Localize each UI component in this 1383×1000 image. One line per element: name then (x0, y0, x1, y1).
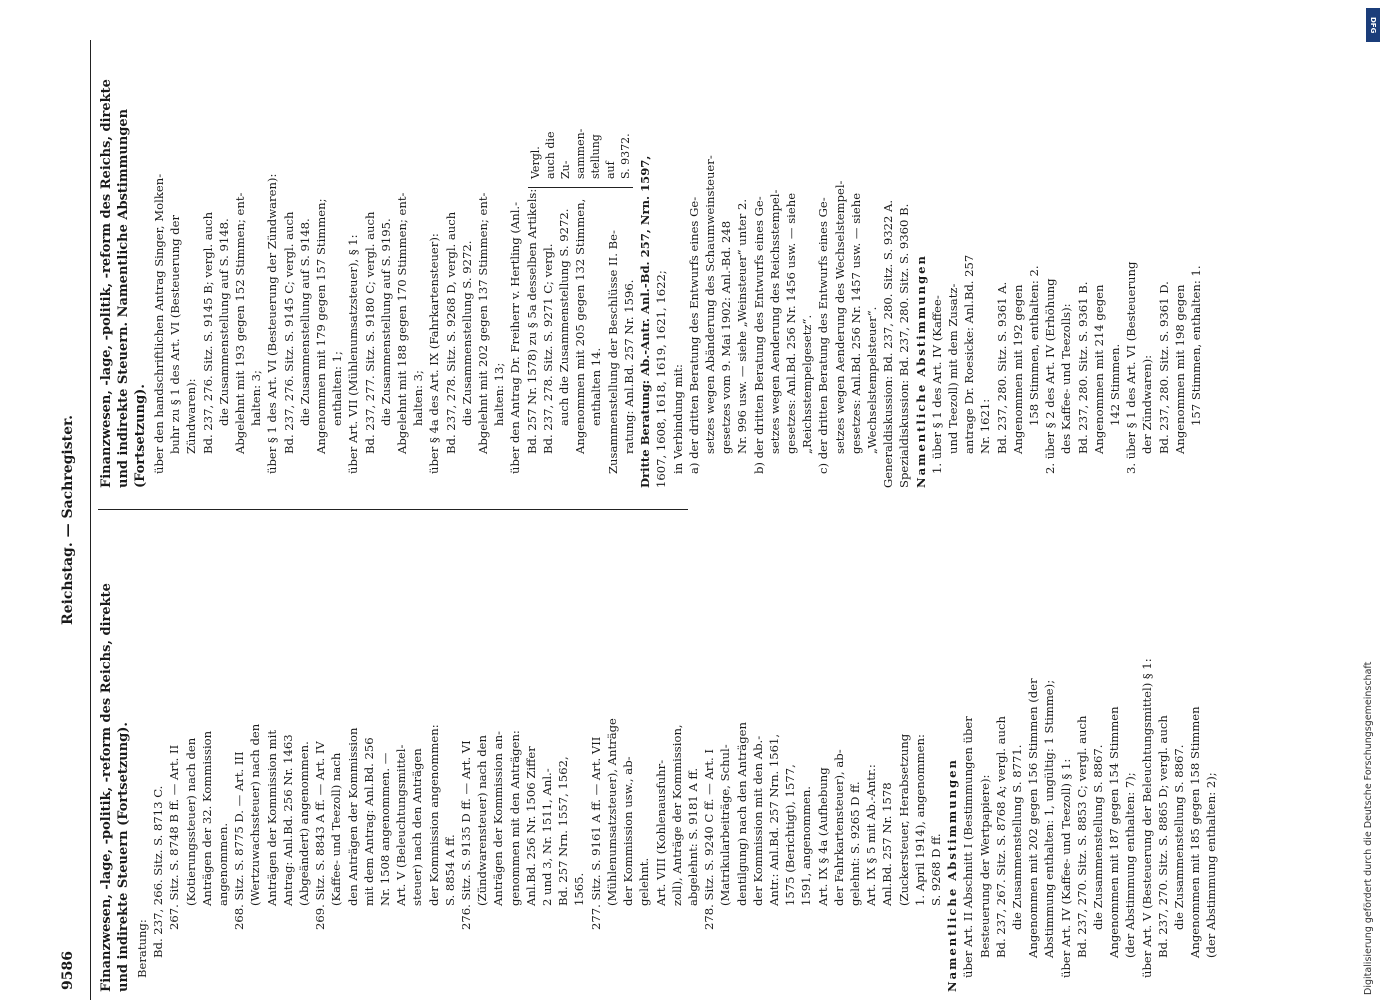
right-entry-line: a) der dritten Beratung des Entwurfs eines Ge- (686, 196, 701, 474)
right-entry-line: Abgelehnt mit 202 gegen 137 Stimmen; ent- (476, 192, 491, 454)
left-column-heading: Finanzwesen, -lage, -politik, -reform des Reichs, direkte und indirekte Steuern (Fortsetzung). (99, 583, 131, 992)
right-entry-line: und Teezoll) mit dem Zusatz- (945, 283, 960, 454)
left-entry-line: über Art. V (Besteuerung der Beleuchtungsmittel) § 1: (1139, 658, 1154, 978)
left-entry-line: genommen mit den Anträgen: (507, 730, 522, 906)
right-entry-line: 1607, 1608, 1618, 1619, 1621, 1622; (654, 270, 669, 488)
right-entry-line: gesetzes: Anl.Bd. 256 Nr. 1457 usw. — siehe (848, 192, 863, 454)
left-entry-line: der Kommission usw., ab- (621, 756, 636, 906)
brace-note-line: S. 9372. (619, 133, 632, 179)
left-entry-line: angenommen. (216, 822, 231, 906)
left-entry-line: der Kommission angenommen: (426, 724, 441, 906)
right-entry-line: halten: 3; (249, 370, 264, 426)
brace-note-line: auf (604, 161, 617, 179)
left-entry-line: Art. V (Beleuchtungsmittel- (394, 744, 409, 906)
right-entry-line: 157 Stimmen, enthalten: 1. (1189, 265, 1203, 426)
left-entry-line: die Zusammenstellung S. 8771. (1009, 744, 1024, 930)
right-entry-line: antrage Dr. Roesicke: Anl.Bd. 257 (962, 254, 977, 454)
left-entry-line: Bd. 257 Nrn. 1557, 1562, (556, 756, 571, 906)
left-entry-line: Bd. 237, 270. Sitz. S. 8865 D; vergl. auch (1155, 715, 1170, 958)
right-entry-line: setzes wegen Aenderung des Reichsstempel- (767, 189, 782, 454)
brace-note-line: sammen- (574, 128, 587, 179)
right-column (98, 48, 1204, 488)
brace-note-line: Vergl. (529, 146, 542, 179)
right-entry-line: Angenommen mit 198 gegen (1172, 284, 1187, 454)
left-entry-line: Anträgen der Kommission mit (264, 729, 279, 906)
left-entry-line: Bd. 237, 270. Sitz. S. 8853 C; vergl. auch (1074, 715, 1089, 958)
left-entry-line: gelehnt. (637, 857, 652, 906)
left-entry-line: (Kaffee- und Teezoll) nach (329, 752, 344, 906)
right-entry-line: Zusammenstellung der Beschlüsse II. Be- (605, 230, 620, 474)
left-entry-line: Beratung: (135, 919, 149, 978)
left-entry-line: Angenommen mit 185 gegen 158 Stimmen (1188, 706, 1203, 958)
right-entry-line: Abgelehnt mit 193 gegen 152 Stimmen; ent- (233, 192, 248, 454)
left-entry-line: Angenommen mit 202 gegen 156 Stimmen (der (1026, 678, 1041, 958)
right-entry-line: Bd. 237, 278. Sitz. S. 9268 D, vergl. auch (443, 211, 458, 454)
running-head (50, 40, 91, 1000)
left-entry-line: die Zusammenstellung S. 8867. (1090, 744, 1105, 930)
left-entry-line: zoll), Anträge der Kommission, (669, 724, 684, 906)
left-entry-line: (Mühlenumsatzsteuer), Anträge (604, 718, 619, 906)
right-entry-line: der Zündwaren): (1140, 354, 1155, 454)
left-entry-line: Anl.Bd. 257 Nr. 1578 (880, 782, 895, 906)
left-entry-line: 269. Sitz. S. 8843 A ff. — Art. IV (313, 741, 328, 930)
left-entry-line: Bd. 237, 267. Sitz. S. 8768 A; vergl. auch (993, 716, 1008, 958)
right-entry-line: Generaldiskussion: Bd. 237, 280. Sitz. S. 9322 A. (881, 199, 896, 488)
running-title: Reichstag. — Sachregister. (60, 415, 76, 625)
left-entry-line: 1591, angenommen. (799, 786, 814, 906)
left-entry-line: Besteuerung der Wertpapiere): (977, 774, 992, 958)
right-entry-line: 1. über § 1 des Art. IV (Kaffee- (929, 295, 944, 474)
left-entry-line: Nr. 1508 angenommen. — (378, 752, 393, 906)
right-entry-line: Angenommen mit 205 gegen 132 Stimmen, (573, 198, 588, 454)
left-column (98, 552, 1220, 992)
right-entry-line: Dritte Beratung: Ab.-Antr. Anl.-Bd. 257, Nrn. 1597, (638, 155, 653, 488)
right-entry-line: die Zusammenstellung S. 9272. (459, 240, 474, 426)
right-entry-line: Bd. 237, 278. Sitz. S. 9271 C; vergl. (540, 243, 555, 454)
left-entry-line: über Art. IV (Kaffee- und Teezoll) § 1: (1058, 758, 1073, 978)
right-entry-line: setzes wegen Aenderung des Wechselstempel- (832, 180, 847, 454)
right-entry-line: „Reichsstempelgesetz“. (800, 314, 815, 454)
brace-note-line: stellung (589, 134, 602, 179)
page-number: 9586 (60, 951, 76, 990)
left-entry-line: (der Abstimmung enthalten: 7); (1123, 772, 1138, 958)
right-entry-line: Bd. 237, 277. Sitz. S. 9180 C; vergl. auch (362, 211, 377, 454)
left-entry-line: Antrag: Anl.Bd. 256 Nr. 1463 (280, 734, 295, 906)
left-entry-line: (Zündwarensteuer) nach den (475, 735, 490, 906)
right-entry-line: Angenommen mit 214 gegen (1091, 284, 1106, 454)
right-entry-line: gesetzes vom 9. Mai 1902: Anl.-Bd. 248 (719, 220, 734, 454)
right-entry-line: über den Antrag Dr. Freiherr v. Hertling (Anl.- (508, 201, 523, 474)
left-entry-line: steuer) nach den Anträgen (410, 748, 425, 906)
right-entry-line: Spezialdiskussion: Bd. 237, 280. Sitz. S. 9360 B. (897, 203, 912, 488)
right-entry-line: Bd. 237, 280. Sitz. S. 9361 A. (994, 281, 1009, 454)
left-column-entries (134, 552, 1220, 992)
left-entry-line: 267. Sitz. S. 8748 B ff. — Art. II (167, 744, 182, 930)
left-entry-line: der Fahrkartensteuer), ab- (831, 749, 846, 906)
right-entry-line: Nr. 1621: (978, 398, 993, 454)
left-entry-line: 276. Sitz. S. 9135 D ff. — Art. VI (459, 740, 474, 930)
right-column-entries (151, 48, 1204, 488)
left-entry-line: Anträgen der Kommission an- (491, 731, 506, 906)
left-entry-line: S. 8854 A ff. (442, 834, 457, 906)
right-entry-line: über den handschriftlichen Antrag Singer, Molken- (152, 173, 166, 474)
left-entry-line: dentilgung) nach den Anträgen (734, 722, 749, 906)
right-entry-line: die Zusammenstellung auf S. 9148. (216, 218, 231, 426)
right-entry-line: Angenommen mit 179 gegen 157 Stimmen; (314, 198, 329, 454)
left-entry-line: (der Abstimmung enthalten: 2); (1204, 772, 1219, 958)
right-entry-line: c) der dritten Beratung des Entwurfs eines Ge- (816, 197, 831, 474)
left-entry-line: Art. IX § 5 mit Ab.-Antr.: (864, 764, 879, 906)
left-entry-line: 268. Sitz. S. 8775 D. — Art. III (232, 751, 247, 930)
right-entry-line: über § 4a des Art. IX (Fahrkartensteuer): (427, 233, 442, 474)
right-entry-line: Abgelehnt mit 188 gegen 170 Stimmen; ent- (395, 192, 410, 454)
right-entry-line: 3. über § 1 des Art. VI (Besteuerung (1124, 261, 1139, 474)
right-column-heading: Finanzwesen, -lage, -politik, -reform des Reichs, direkte und indirekte Steuern. Namentliche Abstimmungen (Fortsetzung). (99, 79, 148, 488)
right-entry-line: 2. über § 2 des Art. IV (Erhöhung (1043, 278, 1058, 474)
left-entry-line: 277. Sitz. S. 9161 A ff. — Art. VII (588, 736, 603, 930)
left-entry-line: Anträgen der 32. Kommission (199, 730, 214, 906)
left-entry-line: Bd. 237, 266. Sitz. S. 8713 C. (151, 785, 166, 958)
right-entry-line: Bd. 237, 280. Sitz. S. 9361 B. (1075, 281, 1090, 454)
right-entry-line: 142 Stimmen. (1107, 343, 1122, 426)
column-divider (98, 509, 688, 510)
digitization-credit: Digitalisierung gefördert durch die Deutsche Forschungsgemeinschaft (1363, 661, 1374, 995)
left-entry-line: mit dem Antrag: Anl.Bd. 256 (361, 737, 376, 906)
left-entry-line: den Anträgen der Kommission (345, 727, 360, 906)
brace-note-line: Zu- (559, 160, 572, 179)
dfg-logo: DFG (1366, 8, 1380, 42)
left-entry-line: S. 9268 D ff. (928, 833, 943, 906)
right-entry-line: des Kaffee- und Teezolls): (1059, 303, 1074, 454)
left-entry-line: Antr.: Anl.Bd. 257 Nrn. 1561, (766, 733, 781, 906)
left-entry-line: Art. IX § 4a (Aufhebung (815, 767, 830, 906)
left-entry-line: (Wertzuwachssteuer) nach den (248, 723, 263, 906)
left-entry-line: Abstimmung enthalten: 1, ungültig: 1 Stimme); (1042, 679, 1057, 958)
left-entry-line: 2 und 3, Nr. 1511, Anl.- (540, 768, 555, 906)
right-entry-line: enthalten: 1; (330, 351, 345, 426)
left-entry-line: (Zuckersteuer, Herabsetzung (896, 733, 911, 906)
rotated-register-page (50, 40, 1350, 1000)
left-entry-line: abgelehnt: S. 9181 A ff. (685, 767, 700, 906)
left-entry-line: Art. VIII (Kohlenausfuhr- (653, 759, 668, 906)
right-entry-line: Bd. 237, 276. Sitz. S. 9145 B; vergl. auch (200, 211, 215, 454)
right-entry-line: Bd. 237, 280. Sitz. S. 9361 D. (1156, 281, 1171, 454)
right-entry-line: Bd. 257 Nr. 1578) zu § 5a desselben Artikels: (524, 188, 539, 454)
right-entry-line: die Zusammenstellung auf S. 9148. (297, 218, 312, 426)
left-entry-line: 1. April 1914), angenommen: (912, 734, 927, 906)
left-entry-line: die Zusammenstellung S. 8867. (1172, 744, 1186, 930)
left-entry-line: 1575 (Berichtigt), 1577, (783, 764, 798, 906)
right-entry-line: Nr. 996 usw. — siehe „Weinsteuer“ unter 2. (735, 198, 750, 454)
right-entry-line: ratung: Anl.Bd. 257 Nr. 1596. (621, 279, 636, 454)
right-entry-line: buhr zu § 1 des Art. VI (Besteuerung der (168, 215, 183, 454)
right-entry-line: Bd. 237, 276. Sitz. S. 9145 C; vergl. auch (281, 211, 296, 454)
right-entry-line: halten: 13; (492, 362, 507, 426)
left-entry-line: gelehnt: S. 9265 D ff. (847, 781, 862, 906)
left-entry-line: über Art. II Abschnitt I (Bestimmungen über (961, 716, 976, 978)
left-entry-line: (Matrikularbeiträge, Schul- (718, 744, 733, 906)
right-entry-line: in Verbindung mit: (670, 364, 685, 474)
left-entry-line: Namentliche Abstimmungen (945, 758, 960, 992)
left-entry-line: 278. Sitz. S. 9240 C ff. — Art. I (702, 749, 717, 930)
left-entry-line: der Kommission mit den Ab.- (750, 735, 765, 906)
right-entry-line: 158 Stimmen, enthalten: 2. (1026, 265, 1041, 426)
left-entry-line: (Kotierungssteuer) nach den (183, 737, 198, 906)
right-entry-line: Angenommen mit 192 gegen (1010, 284, 1025, 454)
right-entry-line: enthalten 14. (589, 347, 604, 426)
right-entry-line: Namentliche Abstimmungen (913, 254, 928, 488)
right-entry-line: setzes wegen Abänderung des Schaumweinsteuer- (702, 155, 717, 454)
right-entry-line: Zündwaren): (184, 378, 199, 454)
right-entry-line: gesetzes: Anl.Bd. 256 Nr. 1456 usw. — siehe (783, 192, 798, 454)
left-entry-line: Angenommen mit 187 gegen 154 Stimmen (1107, 706, 1122, 958)
right-entry-line: über § 1 des Art. VI (Besteuerung der Zündwaren): (265, 173, 280, 474)
left-entry-line: Anl.Bd. 256 Nr. 1506 Ziffer (523, 746, 538, 906)
right-entry-line: „Wechselstempelsteuer“. (864, 306, 879, 454)
left-entry-line: (Abgeändert) angenommen. (297, 741, 312, 906)
brace-cross-reference-note (528, 109, 633, 188)
brace-note-line: auch die (544, 131, 557, 179)
right-entry-line: b) der dritten Beratung des Entwurfs eines Ge- (751, 196, 766, 474)
right-entry-line: auch die Zusammenstellung S. 9272. (557, 208, 572, 426)
right-entry-line: die Zusammenstellung auf S. 9195. (378, 218, 393, 426)
left-entry-line: 1565. (572, 872, 587, 906)
right-entry-line: über Art. VII (Mühlenumsatzsteuer), § 1: (346, 234, 361, 474)
right-entry-line: halten: 3; (411, 370, 426, 426)
